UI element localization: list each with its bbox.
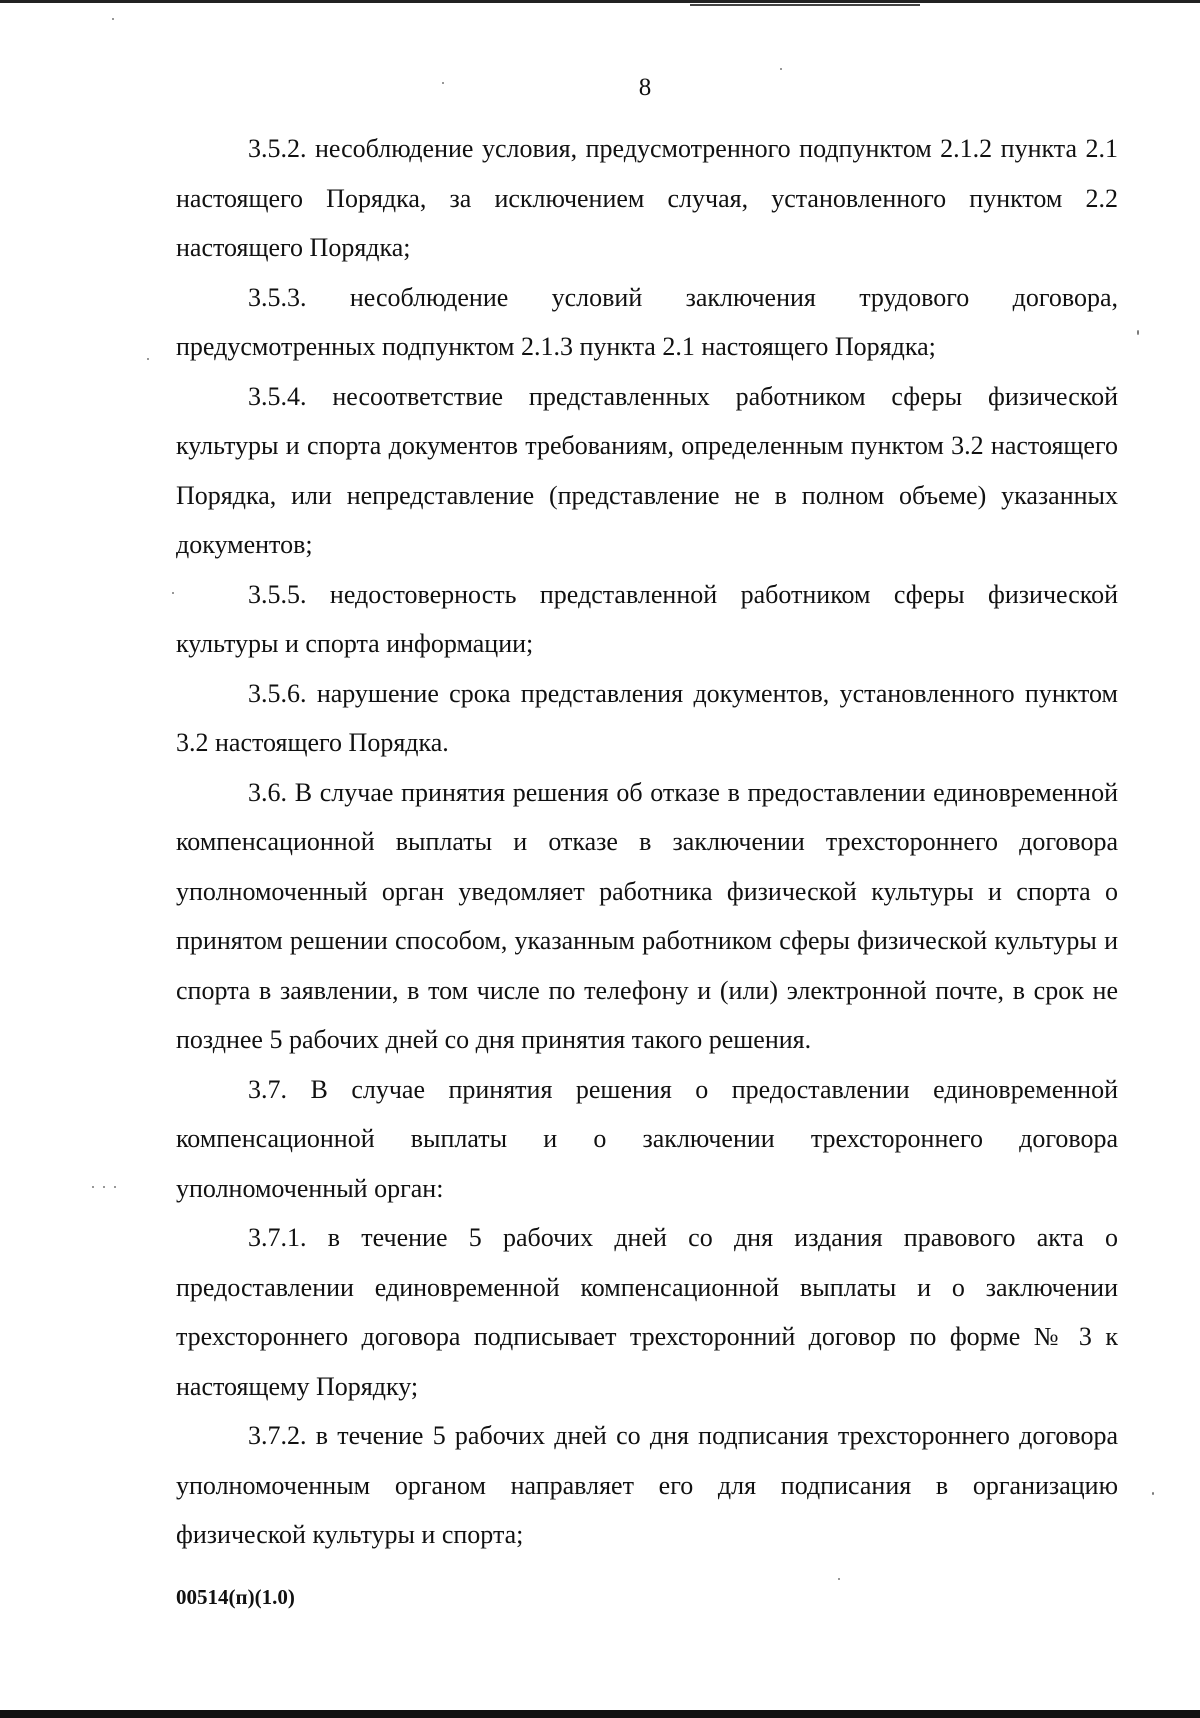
paragraph-3-5-3: 3.5.3. несоблюдение условий заключения трудового договора, предусмотренных подпунктом 2.1.3 пункта 2.1 настоящего Порядка;: [176, 282, 1118, 361]
page-number: 8: [638, 74, 652, 101]
document-code: 00514(п)(1.0): [176, 1585, 295, 1609]
scan-speck: [1137, 330, 1139, 335]
scan-speck: [114, 1186, 116, 1188]
paragraph-3-5-2: 3.5.2. несоблюдение условия, предусмотренного подпунктом 2.1.2 пункта 2.1 настоящего Порядка, за исключением случая, установленного пунктом 2.2 настоящего Порядка;: [176, 134, 1118, 262]
scan-speck: [147, 358, 149, 360]
paragraph-3-6: 3.6. В случае принятия решения об отказе в предоставлении единовременной компенсационной выплаты и отказе в заключении трехстороннего договора уполномоченный орган уведомляет работника физической культуры и спорта о принятом решении способом, указанным работником сферы физической культуры и спорта в заявлении, в том числе по телефону и (или) электронной почте, в срок не позднее 5 рабочих дней со дня принятия такого решения.: [176, 777, 1118, 1054]
scan-speck: [172, 592, 174, 594]
paragraph-3-7-1: 3.7.1. в течение 5 рабочих дней со дня издания правового акта о предоставлении единовременной компенсационной выплаты и о заключении трехстороннего договора подписывает трехсторонний договор по форме № 3 к настоящему Порядку;: [176, 1223, 1118, 1401]
scan-speck: [103, 1186, 105, 1188]
scan-bottom-border: [0, 1710, 1200, 1718]
scan-edge-mark: [690, 4, 920, 6]
scan-speck: [92, 1186, 94, 1188]
scan-speck: [112, 18, 114, 20]
scan-speck: [780, 68, 782, 70]
paragraph-3-7-2: 3.7.2. в течение 5 рабочих дней со дня подписания трехстороннего договора уполномоченным органом направляет его для подписания в организацию физической культуры и спорта;: [176, 1421, 1118, 1549]
scan-top-border: [0, 0, 1200, 3]
document-body: [176, 124, 1118, 1560]
paragraph-3-7: 3.7. В случае принятия решения о предоставлении единовременной компенсационной выплаты и о заключении трехстороннего договора уполномоченный орган:: [176, 1074, 1118, 1203]
scan-speck: [1152, 1492, 1154, 1495]
paragraph-3-5-5: 3.5.5. недостоверность представленной работником сферы физической культуры и спорта информации;: [176, 579, 1118, 658]
paragraph-3-5-4: 3.5.4. несоответствие представленных работником сферы физической культуры и спорта документов требованиям, определенным пунктом 3.2 настоящего Порядка, или непредставление (представление не в полном объеме) указанных документов;: [176, 381, 1118, 559]
scan-speck: [838, 1578, 840, 1580]
paragraph-3-5-6: 3.5.6. нарушение срока представления документов, установленного пунктом 3.2 настоящего Порядка.: [176, 678, 1118, 757]
